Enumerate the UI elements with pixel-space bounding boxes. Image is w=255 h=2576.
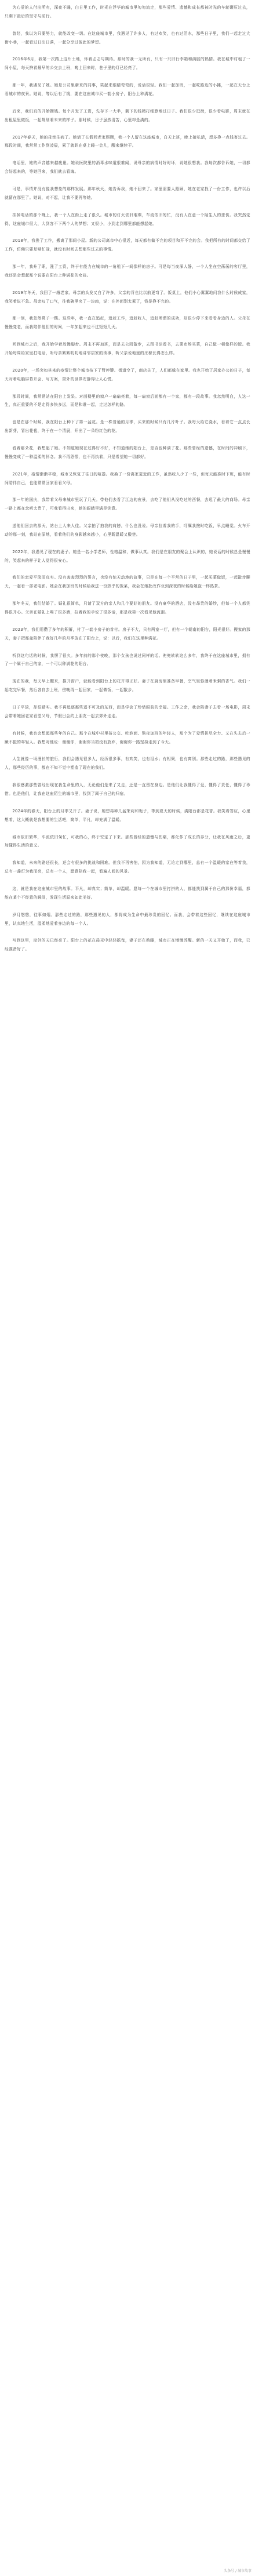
- article-paragraph: 那段时间，我常常站在阳台上发呆。对面楼里的窗户一扇扇亮着，每一扇窗后面都有一个家，都有一段故事。我忽然明白，人这一生，真正重要的不是走得多快多远，而是和谁一起，走过怎样的路。: [5, 394, 250, 408]
- article-paragraph: 2017年春天，她的母亲生病了。她请了长假回老家照顾，我一个人留在这座城市，白天上班，晚上接私活，想多挣一点钱寄过去。那段时间，我常常工作到凌晨，累了就趴在桌上睡一会儿，醒来继续干。: [5, 135, 250, 148]
- watermark: 头条号 / 城市故事: [224, 2569, 252, 2573]
- article-paragraph: 也是在那个时候，我在阳台上种下了第一盆花。是一株普通的月季，买来的时候只有几片叶子。我每天给它浇水，看着它一点点长出新芽，冒出花苞，终于在一个清晨，开出了一朵粉红色的花。: [5, 420, 250, 434]
- article-paragraph: 回到城市之后，我开始学着放慢脚步。周末不再加班，而是去公园散步，去图书馆看书，去菜市场买菜，自己做一顿像样的饭。我开始每周给家里打电话，听母亲絮絮叨叨地讲邻居家的琐事，听父亲说地里的庄稼长得怎么样。: [5, 342, 250, 356]
- article-paragraph: 日子平淡，却很踏实。我不再追逐那些遥不可及的东西，而是学会了珍惜眼前的幸福。工作之余，我会陪妻子去看一场电影，周末会带着她回老家看望父母，节假日会约上朋友一起去郊外走走。: [5, 704, 250, 718]
- article-paragraph: 写到这里，窗外的天已经亮了。阳台上的花在晨光中轻轻摇曳，妻子还在熟睡，城市正在慢慢苏醒。新的一天又开始了，而我，已经准备好了。: [5, 938, 250, 952]
- article-paragraph: 电话里，她的声音越来越疲惫。她说医院里的消毒水味道很难闻，说母亲的病情时好时坏，说她很想我。我每次都告诉她，一切都会好起来的，等她回来，我们就去看海。: [5, 161, 250, 175]
- article-paragraph: 我们的恋爱平淡而真实。没有轰轰烈烈的誓言，也没有惊天动地的故事，只是在每一个平常的日子里，一起买菜做饭，一起散步聊天，一起看一部老电影。她会在我加班的时候给我送一份热乎的饭菜，我会在她批改作业到深夜的时候给她泡一杯热茶。: [5, 575, 250, 589]
- article-paragraph: 我知道，未来的路还很长，还会有很多的挑战和困难。但我不再害怕，因为我知道，无论走到哪里，总有一个温暖的家在等着我，总有一盏灯为我而亮，总有一个人，愿意陪我一起，看遍人间的风景。: [5, 860, 250, 874]
- article-paragraph: 可是，事情并没有像我想象的那样发展。那年秋天，她告诉我，她不回来了。家里需要人照顾，她在老家找了一份工作，也许以后就留在那里了。她说，对不起，让我不要再等她。: [5, 186, 250, 200]
- article-paragraph: 那一年，我遇见了她。她是公司里新来的同事，笑起来眼睛弯弯的，说话很轻。我们一起加班，一起吃路边的小摊，一起在天台上看城市的夜景。她说，等以后有了钱，要在这座城市买一套小房子，阳台上种满花。: [5, 83, 250, 97]
- article-paragraph: 送他们回去的那天，站台上人来人往。父亲拍了拍我的肩膀，什么也没说。母亲拉着我的手，叮嘱我按时吃饭，早点睡觉。火车开动的那一刻，我站在原地，看着他们的身影越来越小，心里既温暖又酸楚。: [5, 524, 250, 537]
- article-paragraph: 2018年，我换了工作，搬离了那间小屋。新的公司离市中心很近，每天都有做不完的项目和开不完的会。我把所有的时间都交给了工作，仿佛只要足够忙碌，就没有时间去想那些过去的事情。: [5, 238, 250, 252]
- article-paragraph: 那年冬天，我们结婚了。婚礼很简单，只请了双方的亲人和几个要好的朋友。没有豪华的酒店，没有昂贵的婚纱，但每一个人都笑得很开心。父亲在婚礼上喝了很多酒，拉着我的手说了很多话，那是我第一次看见他流泪。: [5, 601, 250, 615]
- article-paragraph: 2016年6月，我第一次踏上这片土地，怀着忐忑与期待。那时的我一无所有，只有一只旧行李箱和满腔的热情。我在城中村租了一间小屋，每天挤着最早的公交去上班，晚上回来时，巷子里的灯已经亮了。: [5, 57, 250, 71]
- article-paragraph: 2023年，我们用攒了多年的积蓄，付了一套小房子的首付。房子不大，只有两室一厅，但有一个朝南的阳台，阳光很好。搬家的那天，妻子把那盆陪伴了我好几年的月季放在了阳台上，说：以后，我们在这里种满花。: [5, 627, 250, 641]
- article-paragraph: 2019年冬天，我回了一趟老家。母亲的头发又白了许多，父亲的背也比以前更弯了。饭桌上，他们小心翼翼地问我什么时候成家，我笑着说不急。母亲叹了口气，往我碗里夹了一块肉，说：在外面别太累了，钱是挣不完的。: [5, 290, 250, 304]
- article-paragraph: 有时候，我也会想起那些年的自己。那个在城中村里挤公交、吃泡面、熬夜加班的年轻人，那个为了爱情拼尽全力、又在失去后一蹶不振的年轻人。我想对他说：谢谢你，谢谢你当初没有放弃，谢谢你一路坚持走到了今天。: [5, 731, 250, 744]
- article-paragraph: 那一年的国庆，我带着父母来城市里玩了几天。带他们去看了江边的夜景，去吃了他们从没吃过的西餐，去逛了最大的商场。母亲一路上都在念叨太贵了，可我看得出来，她的眼睛里满是笑意。: [5, 497, 250, 511]
- article-paragraph: 我很感激那些曾经出现在我生命里的人，无论他们是来了又走，还是一直留在身边。是他们让我懂得了爱，懂得了责任，懂得了珍惜。也是他们，让我在这座陌生的城市里，找到了属于自己的归宿。: [5, 783, 250, 796]
- article-paragraph: 岁月悠悠，往事如烟。那些走过的路，那些遇见的人，都将成为生命中最珍贵的回忆。而我，会带着这些回忆，继续在这座城市里，认真地生活，温柔地爱着身边的每一个人。: [5, 912, 250, 926]
- article-paragraph: 城市依旧繁华，车流依旧匆忙，可我的心，终于安定了下来。那些曾经的遗憾与伤痛，都化作了成长的养分，让我在风雨之后，更加懂得生活的意义。: [5, 834, 250, 848]
- article-paragraph: 这，就是我在这座城市里的故事。平凡，却真实；简单，却温暖。愿每一个在城市里打拼的人，都能找到属于自己的那份幸福，都能在某个不经意的瞬间，发现生活原来如此美好。: [5, 886, 250, 900]
- article-paragraph: 2020年，一场突如其来的疫情让整个城市按下了暂停键。街道空了，商店关了，人们都躲在家里。我也开始了居家办公的日子，每天对着电脑屏幕开会、写方案，窗外的世界安静得让人心慌。: [5, 368, 250, 382]
- article-paragraph: 那一年，我升了职，涨了工资，终于有能力在城市的一角租下一间像样的房子。可是每当夜深人静，一个人坐在空荡荡的客厅里，我还是会想起那个说要在阳台上种满花的女孩。: [5, 264, 250, 278]
- article-paragraph: 现在的我，每天早上醒来，推开窗户，就能看到阳台上的花开得正好。妻子在厨房里准备早餐，空气里弥漫着米粥的香气。我们一起吃完早餐，然后各自去上班，傍晚再一起回家，一起做饭，一起散步。: [5, 679, 250, 693]
- article-paragraph: 2021年，疫情渐渐平稳，城市又恢复了往日的喧嚣。我换了一份离家更近的工作，虽然收入少了一些，但每天能准时下班，能有时间陪伴自己，也能常常回家看看父母。: [5, 471, 250, 485]
- article-paragraph: 那一刻，我忽然鼻子一酸。这些年，我一直在追赶，追赶工作，追赶收入，追赶所谓的成功，却很少停下来看看身边的人。父母在慢慢变老，而我陪伴他们的时间，一年加起来也不过短短几天。: [5, 316, 250, 330]
- article-paragraph: 曾经，我以为只要努力，就能改变一切。在这座城市里，我遇见了许多人，有过欢笑，也有过泪水，那些日子里，我们一起走过大街小巷，一起看过日出日落，一起分享过彼此的梦想。: [5, 31, 250, 45]
- article-body: [0, 0, 255, 954]
- article-paragraph: 听到这句话的时候，我愣了很久。多年前的那个夜晚，那个女孩也说过同样的话。兜兜转转这么多年，我终于在这座城市里，拥有了一个属于自己的家，一个可以种满花的阳台。: [5, 653, 250, 667]
- article-paragraph: 2022年，我遇见了现在的妻子。她是一名小学老师，性格温和，做事认真。我们是在朋友的聚会上认识的，她说话的时候总是慢慢的，笑起来的样子让人觉得很安心。: [5, 549, 250, 563]
- article-paragraph: 挂掉电话的那个晚上，我一个人在街上走了很久。城市的灯火依旧璀璨，车流依旧匆忙，没有人在意一个陌生人的悲伤。我突然觉得，这座城市很大，大到容不下两个人的梦想；又很小，小到走到哪里都能想起她。: [5, 212, 250, 226]
- article-paragraph: 为心爱的人付出所有，深夜不睡，白日里工作，时光在浮华的城市里匆匆流走，那些爱情、遗憾和成长都被时光的车轮碾压过去，只剩下最后的坚守与前行。: [5, 5, 250, 19]
- article-paragraph: 人生就像一场漫长的旅行，我们会遇见很多人，经历很多事，有欢笑，也有泪水；有相聚，也有离别。那些走过的路，那些遇见的人，那些经历的事，都在不知不觉中塑造了现在的我们。: [5, 757, 250, 771]
- article-paragraph: 后来，我们真的开始攒钱。每个月发了工资，先存下一大半，剩下的钱精打细算地过日子。我们很少逛街，很少看电影，周末就在出租屋里做饭，一起规划着未来的样子。那时候，日子虽然清苦，心里却是满的。: [5, 108, 250, 122]
- article-paragraph: 2024年的春天，阳台上的月季又开了。妻子说，她想再种几盆茉莉和栀子，等到夏天的时候，满阳台都是花香。我笑着答应，心里想着，这大概就是我想要的生活吧，简单，平凡，却充满了温暖。: [5, 808, 250, 822]
- article-paragraph: 看着那朵花，我想起了她。不知道她现在过得好不好，不知道她的阳台上，是否也种满了花。那些曾经的遗憾，在时间的冲刷下，慢慢变成了一种温柔的怀念。我不再怨恨，也不再执着，只是希望她一切都好。: [5, 445, 250, 459]
